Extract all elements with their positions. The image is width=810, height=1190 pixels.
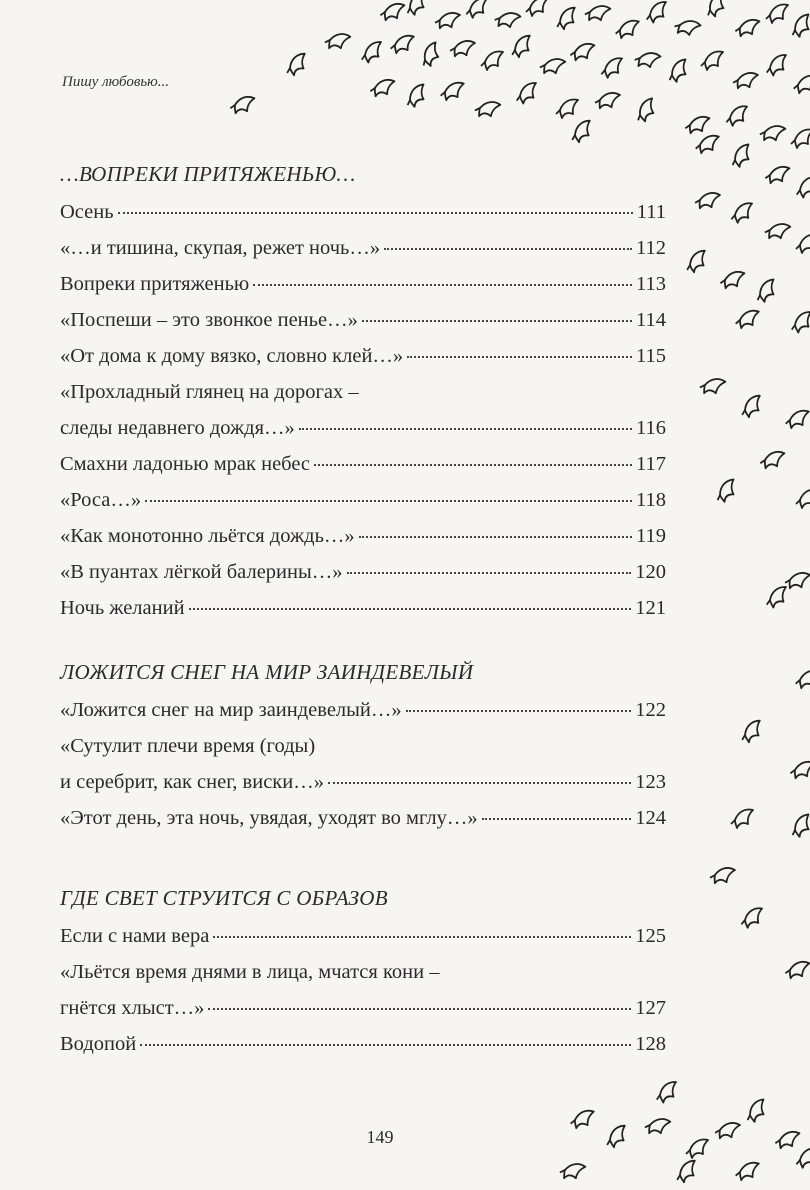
toc-entry-first-line[interactable]: «Прохладный глянец на дорогах –: [60, 381, 359, 403]
leaf-icon: [390, 34, 414, 54]
toc-entry-page: 118: [636, 489, 666, 511]
leaf-icon: [795, 1148, 810, 1168]
leaf-icon: [416, 42, 444, 69]
toc-entry-page: 123: [635, 771, 666, 793]
leaf-icon: [699, 374, 726, 399]
leaf-icon: [434, 9, 460, 33]
toc-entry-page: 127: [635, 997, 666, 1019]
toc-entry-title: «От дома к дому вязко, словно клей…»: [60, 345, 404, 367]
leaf-icon: [732, 69, 758, 93]
section-title: ЛОЖИТСЯ СНЕГ НА МИР ЗАИНДЕВЕЛЫЙ: [60, 660, 474, 684]
leaf-icon: [683, 250, 709, 274]
leaf-icon: [788, 814, 810, 839]
toc-entry[interactable]: [60, 518, 666, 554]
leaf-icon: [753, 279, 780, 304]
toc-entry-page: 113: [636, 273, 666, 295]
toc-entry[interactable]: [60, 990, 666, 1026]
leader-dots: [145, 500, 632, 502]
toc-entry-page: 116: [636, 417, 666, 439]
leader-dots: [213, 936, 631, 938]
leaf-icon: [403, 84, 430, 109]
leaf-icon: [764, 587, 789, 609]
toc-entry[interactable]: [60, 230, 666, 266]
leaf-icon: [766, 4, 788, 23]
leaf-icon: [380, 1, 405, 23]
leaf-icon: [784, 569, 810, 593]
leaf-icon: [785, 959, 810, 981]
toc-entry-page: 117: [636, 453, 666, 475]
leaf-icon: [594, 89, 620, 113]
toc-entry[interactable]: [60, 482, 666, 518]
toc-entry-page: 119: [636, 525, 666, 547]
toc-entry-title: Ночь желаний: [60, 597, 185, 619]
leaf-icon: [283, 53, 309, 77]
toc-entry-title: «Роса…»: [60, 489, 142, 511]
leaf-icon: [440, 81, 464, 101]
leaf-icon: [514, 83, 539, 105]
leader-dots: [253, 284, 632, 286]
leaf-icon: [765, 164, 790, 186]
leaf-icon: [728, 144, 755, 169]
leaf-icon: [789, 312, 810, 334]
leaf-icon: [673, 14, 701, 41]
leaf-icon: [740, 908, 764, 928]
table-of-contents: [60, 156, 666, 1062]
leaf-icon: [759, 121, 786, 146]
toc-entry-page: 112: [636, 237, 666, 259]
leaf-icon: [720, 269, 745, 291]
toc-entry-page: 111: [636, 201, 666, 223]
toc-entry-page: 122: [635, 699, 666, 721]
leaf-icon: [709, 864, 735, 888]
leader-dots: [328, 782, 631, 784]
leaf-icon: [796, 489, 810, 508]
leaf-icon: [738, 720, 764, 744]
leaf-icon: [508, 35, 534, 59]
leaf-icon: [644, 2, 669, 24]
section-spacer: [60, 626, 666, 654]
toc-entry-title: «…и тишина, скупая, режет ночь…»: [60, 237, 381, 259]
toc-entry-title: «Поспеши – это звонкое пенье…»: [60, 309, 358, 331]
toc-entry-page: 124: [635, 807, 666, 829]
section-spacer: [60, 836, 666, 880]
leaf-icon: [600, 58, 624, 78]
toc-entry[interactable]: [60, 764, 666, 800]
leader-dots: [406, 710, 632, 712]
leaf-icon: [570, 41, 595, 63]
leader-dots: [314, 464, 632, 466]
leaf-icon: [731, 809, 753, 828]
leaf-icon: [791, 129, 810, 148]
toc-entry[interactable]: [60, 302, 666, 338]
toc-entry-page: 121: [635, 597, 666, 619]
toc-entry[interactable]: [60, 266, 666, 302]
leaf-icon: [584, 1, 611, 26]
leaf-icon: [556, 99, 578, 118]
leaf-icon: [735, 1161, 759, 1181]
leaf-icon: [793, 74, 810, 94]
leaf-icon: [615, 19, 639, 39]
toc-entry[interactable]: [60, 692, 666, 728]
leader-dots: [118, 212, 633, 214]
toc-entry[interactable]: [60, 410, 666, 446]
leaf-icon: [738, 395, 764, 419]
leader-dots: [407, 356, 632, 358]
toc-entry-page: 125: [635, 925, 666, 947]
toc-entry-title: Вопреки притяженью: [60, 273, 250, 295]
leaf-icon: [654, 1082, 679, 1104]
toc-entry-first-line[interactable]: «Сутулит плечи время (годы): [60, 735, 316, 757]
leaf-icon: [713, 479, 740, 504]
leader-dots: [359, 536, 632, 538]
toc-entry[interactable]: [60, 918, 666, 954]
toc-entry-title: Смахни ладонью мрак небес: [60, 453, 311, 475]
toc-entry-title: «Как монотонно льётся дождь…»: [60, 525, 355, 547]
leaf-icon: [764, 55, 789, 77]
leaf-icon: [449, 37, 475, 61]
toc-entry-title: следы недавнего дождя…»: [60, 417, 295, 439]
toc-entry-title: Если с нами вера: [60, 925, 210, 947]
toc-entry-first-line[interactable]: «Льётся время днями в лица, мчатся кони –: [60, 961, 440, 983]
leader-dots: [482, 818, 632, 820]
leaf-icon: [694, 189, 720, 213]
toc-entry-title: «Этот день, эта ночь, увядая, уходят во мглу…»: [60, 807, 478, 829]
toc-entry-title: «Ложится снег на мир заиндевелый…»: [60, 699, 402, 721]
leaf-icon: [481, 51, 503, 70]
leaf-icon: [796, 234, 810, 253]
leaf-icon: [725, 106, 749, 126]
leaf-icon: [370, 77, 395, 99]
leaf-icon: [701, 51, 723, 70]
leaf-icon: [359, 42, 384, 64]
leaf-icon: [790, 759, 810, 781]
leaf-icon: [764, 219, 791, 244]
leaf-icon: [760, 449, 785, 471]
toc-entry[interactable]: [60, 194, 666, 230]
leader-dots: [189, 608, 632, 610]
leaf-icon: [785, 409, 809, 429]
leaf-icon: [702, 0, 730, 19]
leaf-icon: [665, 59, 692, 84]
leaf-icon: [730, 203, 754, 223]
leader-dots: [299, 428, 632, 430]
leaf-icon: [526, 0, 548, 16]
leaf-icon: [632, 98, 660, 124]
leaf-icon: [568, 120, 594, 144]
toc-entry-title: гнётся хлыст…»: [60, 997, 205, 1019]
leaf-icon: [695, 134, 719, 154]
leaf-icon: [673, 1160, 699, 1184]
toc-entry[interactable]: [60, 554, 666, 590]
leader-dots: [384, 248, 632, 250]
leaf-icon: [474, 97, 501, 122]
leaf-icon: [324, 29, 351, 54]
toc-entry[interactable]: [60, 338, 666, 374]
toc-entry[interactable]: [60, 590, 666, 626]
leaf-icon: [743, 1099, 770, 1124]
leaf-icon: [795, 669, 810, 689]
leaf-icon: [794, 177, 810, 199]
section-title: …ВОПРЕКИ ПРИТЯЖЕНЬЮ…: [60, 162, 356, 186]
toc-entry-page: 115: [636, 345, 666, 367]
leaf-icon: [788, 14, 810, 39]
leaf-icon: [685, 114, 710, 136]
leader-dots: [362, 320, 632, 322]
leaf-icon: [230, 94, 255, 116]
toc-entry-title: «В пуантах лёгкой балерины…»: [60, 561, 343, 583]
toc-entry[interactable]: [60, 446, 666, 482]
leader-dots: [140, 1044, 631, 1046]
page-number: 149: [366, 1127, 394, 1147]
toc-entry-title: и серебрит, как снег, виски…»: [60, 771, 324, 793]
leaf-icon: [553, 7, 579, 31]
toc-entry-title: Осень: [60, 201, 114, 223]
leaf-icon: [775, 1129, 800, 1151]
toc-entry-page: 120: [635, 561, 666, 583]
leaf-icon: [493, 7, 521, 33]
leaf-icon: [735, 17, 760, 39]
leaf-icon: [539, 54, 566, 79]
toc-entry[interactable]: [60, 1026, 666, 1062]
toc-entry[interactable]: [60, 800, 666, 836]
leaf-icon: [559, 1159, 586, 1184]
toc-entry-page: 128: [635, 1033, 666, 1055]
section-title: ГДЕ СВЕТ СТРУИТСЯ С ОБРАЗОВ: [60, 886, 388, 910]
leaf-icon: [465, 0, 489, 18]
toc-entry-title: Водопой: [60, 1033, 137, 1055]
leader-dots: [347, 572, 632, 574]
leaf-icon: [735, 309, 759, 329]
running-head: Пишу любовью...: [62, 74, 169, 90]
leader-dots: [208, 1008, 631, 1010]
leaf-icon: [633, 47, 661, 73]
leaf-icon: [403, 0, 430, 17]
toc-entry-page: 114: [636, 309, 666, 331]
